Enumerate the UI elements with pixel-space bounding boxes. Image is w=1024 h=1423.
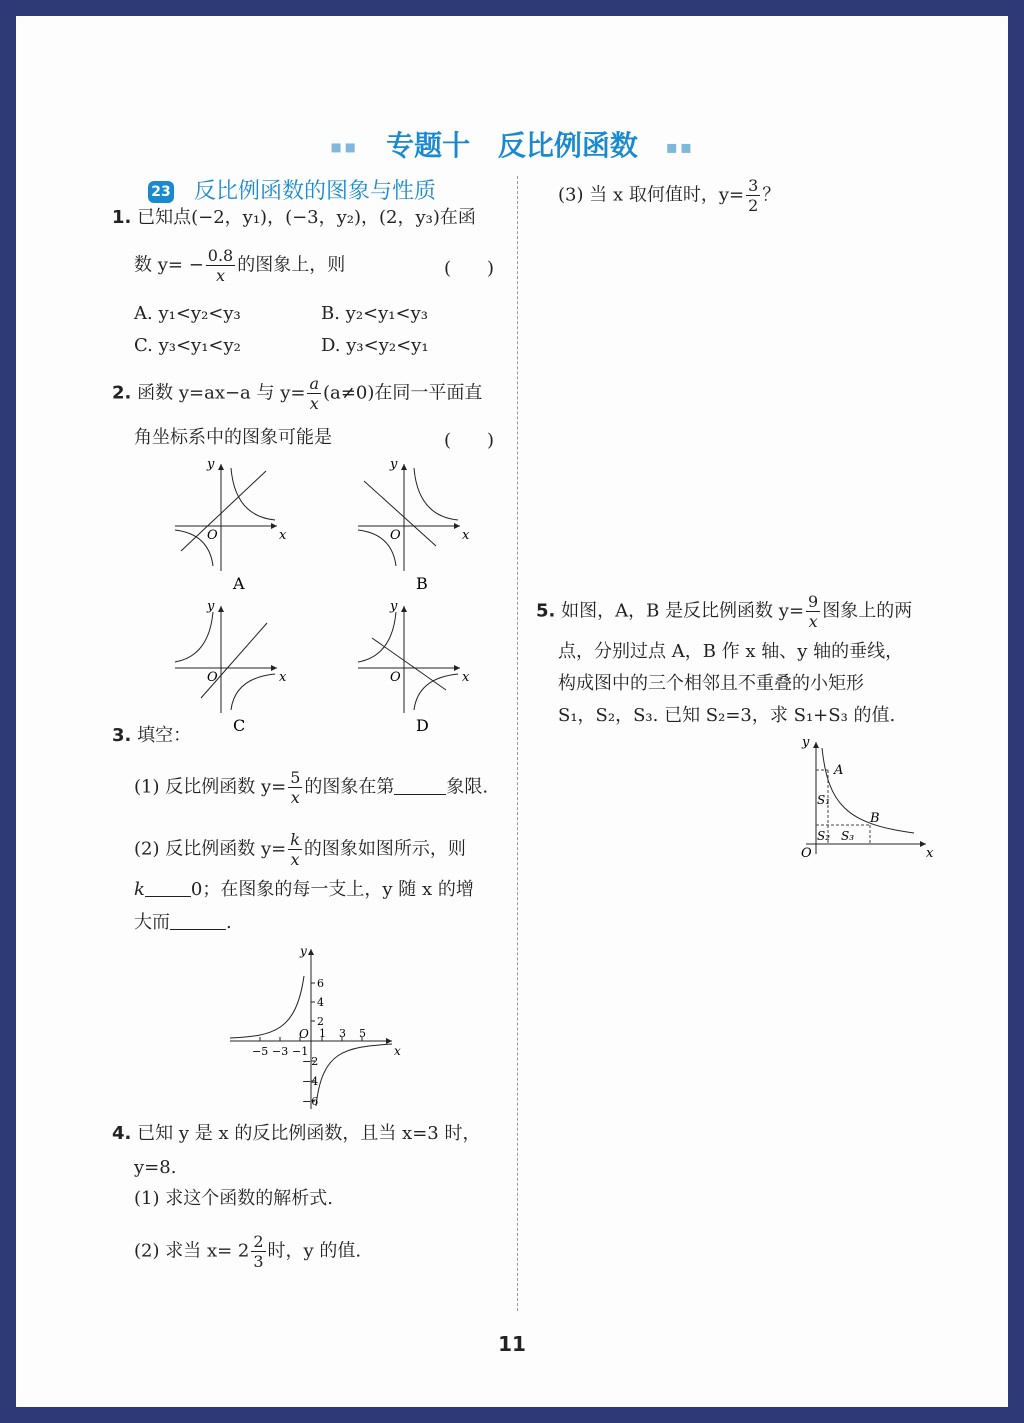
q5-line4: S₁，S₂，S₃. 已知 S₂=3，求 S₁+S₃ 的值. [558,705,896,726]
q4-text: 已知 y 是 x 的反比例函数，且当 x=3 时， [137,1123,481,1144]
q3-p1-text-c: 象限. [446,776,489,798]
q5-frac-num: 9 [808,592,819,611]
q3-p2-k: k [134,879,145,900]
q4-number: 4. [112,1123,132,1144]
q3-p2-text-e: 大而 [134,912,170,933]
x-tick-1: 1 [319,1027,326,1040]
y-tick-2: 2 [317,1015,324,1028]
x-axis-label: x [926,846,934,861]
q4-p2-text-b: 时，y 的值. [267,1240,362,1262]
q2-frac-den: x [309,394,319,413]
y-tick-neg2: −2 [302,1055,319,1068]
q5-frac-den: x [808,612,818,631]
q1-text-2a: 数 y= − [134,254,204,276]
q3-p1-text-b: 的图象在第 [304,776,395,798]
q4-part2 [134,1232,361,1271]
q4-p3-num: 3 [748,176,759,195]
q2-graph-b[interactable] [354,456,474,596]
q3-blank-1[interactable] [394,776,446,795]
q3-p1-num: 5 [290,768,301,787]
y-axis-label: y [390,599,398,614]
q1-text-2b: 的图象上，则 [237,254,346,276]
q2-graph-c[interactable] [171,598,291,738]
title-dots-left: ▪▪ [329,136,359,158]
q2-graph-d[interactable] [354,598,474,738]
x-axis-label: x [279,670,287,685]
q2-frac-num: a [309,374,320,393]
column-divider [517,176,518,1311]
x-axis-label: x [462,528,470,543]
q5-fraction [806,592,820,631]
q1-line2 [134,246,345,285]
point-a-label: A [834,763,844,778]
q2-text-1b: (a≠0)在同一平面直 [323,382,483,404]
region-s2-label: S₂ [817,829,831,843]
q3-blank-2[interactable] [145,878,191,897]
x-tick-neg5: −5 [252,1045,269,1058]
q4-p3-text: (3) 当 x 取何值时，y= [558,184,745,206]
y-axis-label: y [207,457,215,472]
q4-p2-den: 3 [253,1252,264,1271]
title-dots-right: ▪▪ [665,136,695,158]
q5-text-1b: 图象上的两 [822,600,913,622]
q4-p2-text: (2) 求当 x= 2 [134,1240,250,1262]
point-b-label: B [870,811,880,826]
q4-part3 [558,176,780,215]
page-title [16,124,1008,164]
q4-part1: (1) 求这个函数的解析式. [134,1188,333,1209]
section-heading [148,174,436,205]
origin-label: O [390,528,401,543]
chapter-title: 专题十 [386,129,471,162]
q5-text-1a: 如图，A，B 是反比例函数 y= [561,600,805,622]
q1-line1 [112,206,476,230]
graph-label-c: C [233,716,246,735]
q3-head-text: 填空： [137,725,192,746]
x-tick-neg1: −1 [292,1045,309,1058]
q3-part1 [134,768,488,807]
q3-p2-fraction [288,830,302,869]
origin-label: O [390,670,401,685]
q4-p3-den: 2 [748,196,759,215]
graph-label-d: D [416,716,429,735]
q4-p2-fraction [251,1232,265,1271]
q4-p2-num: 2 [253,1232,264,1251]
q3-graph[interactable] [224,941,414,1111]
y-tick-neg4: −4 [302,1075,319,1088]
q3-part2-line3 [134,911,232,935]
q2-line1 [112,374,482,413]
q3-p1-den: x [290,788,300,807]
q1-text: 已知点(−2，y₁)，(−3，y₂)，(2，y₃)在函 [137,207,476,228]
x-axis-label: x [394,1044,401,1058]
q3-p2-text-b: 的图象如图所示，则 [303,838,466,860]
origin-label: O [801,846,812,861]
q4-line2: y=8. [134,1157,177,1178]
origin-label: O [299,1027,309,1041]
y-tick-4: 4 [317,996,324,1009]
q3-number: 3. [112,725,132,746]
x-axis-label: x [279,528,287,543]
x-tick-3: 3 [339,1027,346,1040]
q2-text-1a: 函数 y=ax−a 与 y= [137,382,306,404]
q5-line3: 构成图中的三个相邻且不重叠的小矩形 [558,673,864,694]
q5-line2: 点，分别过点 A，B 作 x 轴、y 轴的垂线， [558,641,904,662]
y-axis-label: y [802,735,810,750]
q5-line1 [536,592,912,631]
q1-option-d[interactable]: D. y₃<y₂<y₁ [321,335,429,356]
q3-p1-fraction [288,768,302,807]
section-badge: 23 [148,181,174,203]
q1-frac-num: 0.8 [207,246,234,265]
q3-p2-den: x [290,850,300,869]
region-s3-label: S₃ [841,829,855,843]
q1-option-c[interactable]: C. y₃<y₁<y₂ [134,335,241,356]
graph-label-a: A [233,574,245,593]
q3-p2-text-f: . [226,912,232,933]
q5-number: 5. [536,600,556,622]
q5-figure[interactable] [786,734,936,864]
q2-graph-a[interactable] [171,456,291,596]
q3-part2 [134,830,466,869]
q4-line1 [112,1122,480,1146]
page-number: 11 [498,1332,526,1356]
origin-label: O [207,528,218,543]
q3-p1-text: (1) 反比例函数 y= [134,776,287,798]
q3-blank-3[interactable] [170,911,226,930]
q2-line2: 角坐标系中的图象可能是 [134,427,332,448]
x-axis-label: x [462,670,470,685]
region-s1-label: S₁ [817,793,831,807]
graph-label-b: B [416,574,428,593]
q2-answer-paren[interactable]: ( ) [444,430,495,451]
q1-frac-den: x [215,266,226,285]
q1-number: 1. [112,207,132,228]
y-tick-6: 6 [317,977,324,990]
chapter-subtitle: 反比例函数 [497,129,638,162]
q1-fraction [206,246,235,285]
q1-option-b[interactable]: B. y₂<y₁<y₃ [321,303,428,324]
q4-p3-text-b: ？ [762,184,781,206]
q2-number: 2. [112,382,132,404]
q3-p2-num: k [290,830,300,849]
q3-head [112,724,191,748]
y-axis-label: y [300,944,307,958]
q1-answer-paren[interactable]: ( ) [444,258,495,279]
page [16,16,1008,1407]
q1-option-a[interactable]: A. y₁<y₂<y₃ [134,303,241,324]
y-tick-neg6: −6 [302,1095,319,1108]
x-tick-neg3: −3 [272,1045,289,1058]
y-axis-label: y [207,599,215,614]
q3-p2-text-d: 0；在图象的每一支上，y 随 x 的增 [190,879,474,900]
q3-part2-line2 [134,878,474,902]
q4-p3-fraction [746,176,760,215]
section-title: 反比例函数的图象与性质 [194,179,437,204]
y-axis-label: y [390,457,398,472]
x-tick-5: 5 [359,1027,366,1040]
origin-label: O [207,670,218,685]
q2-fraction [307,374,321,413]
q3-p2-text: (2) 反比例函数 y= [134,838,287,860]
